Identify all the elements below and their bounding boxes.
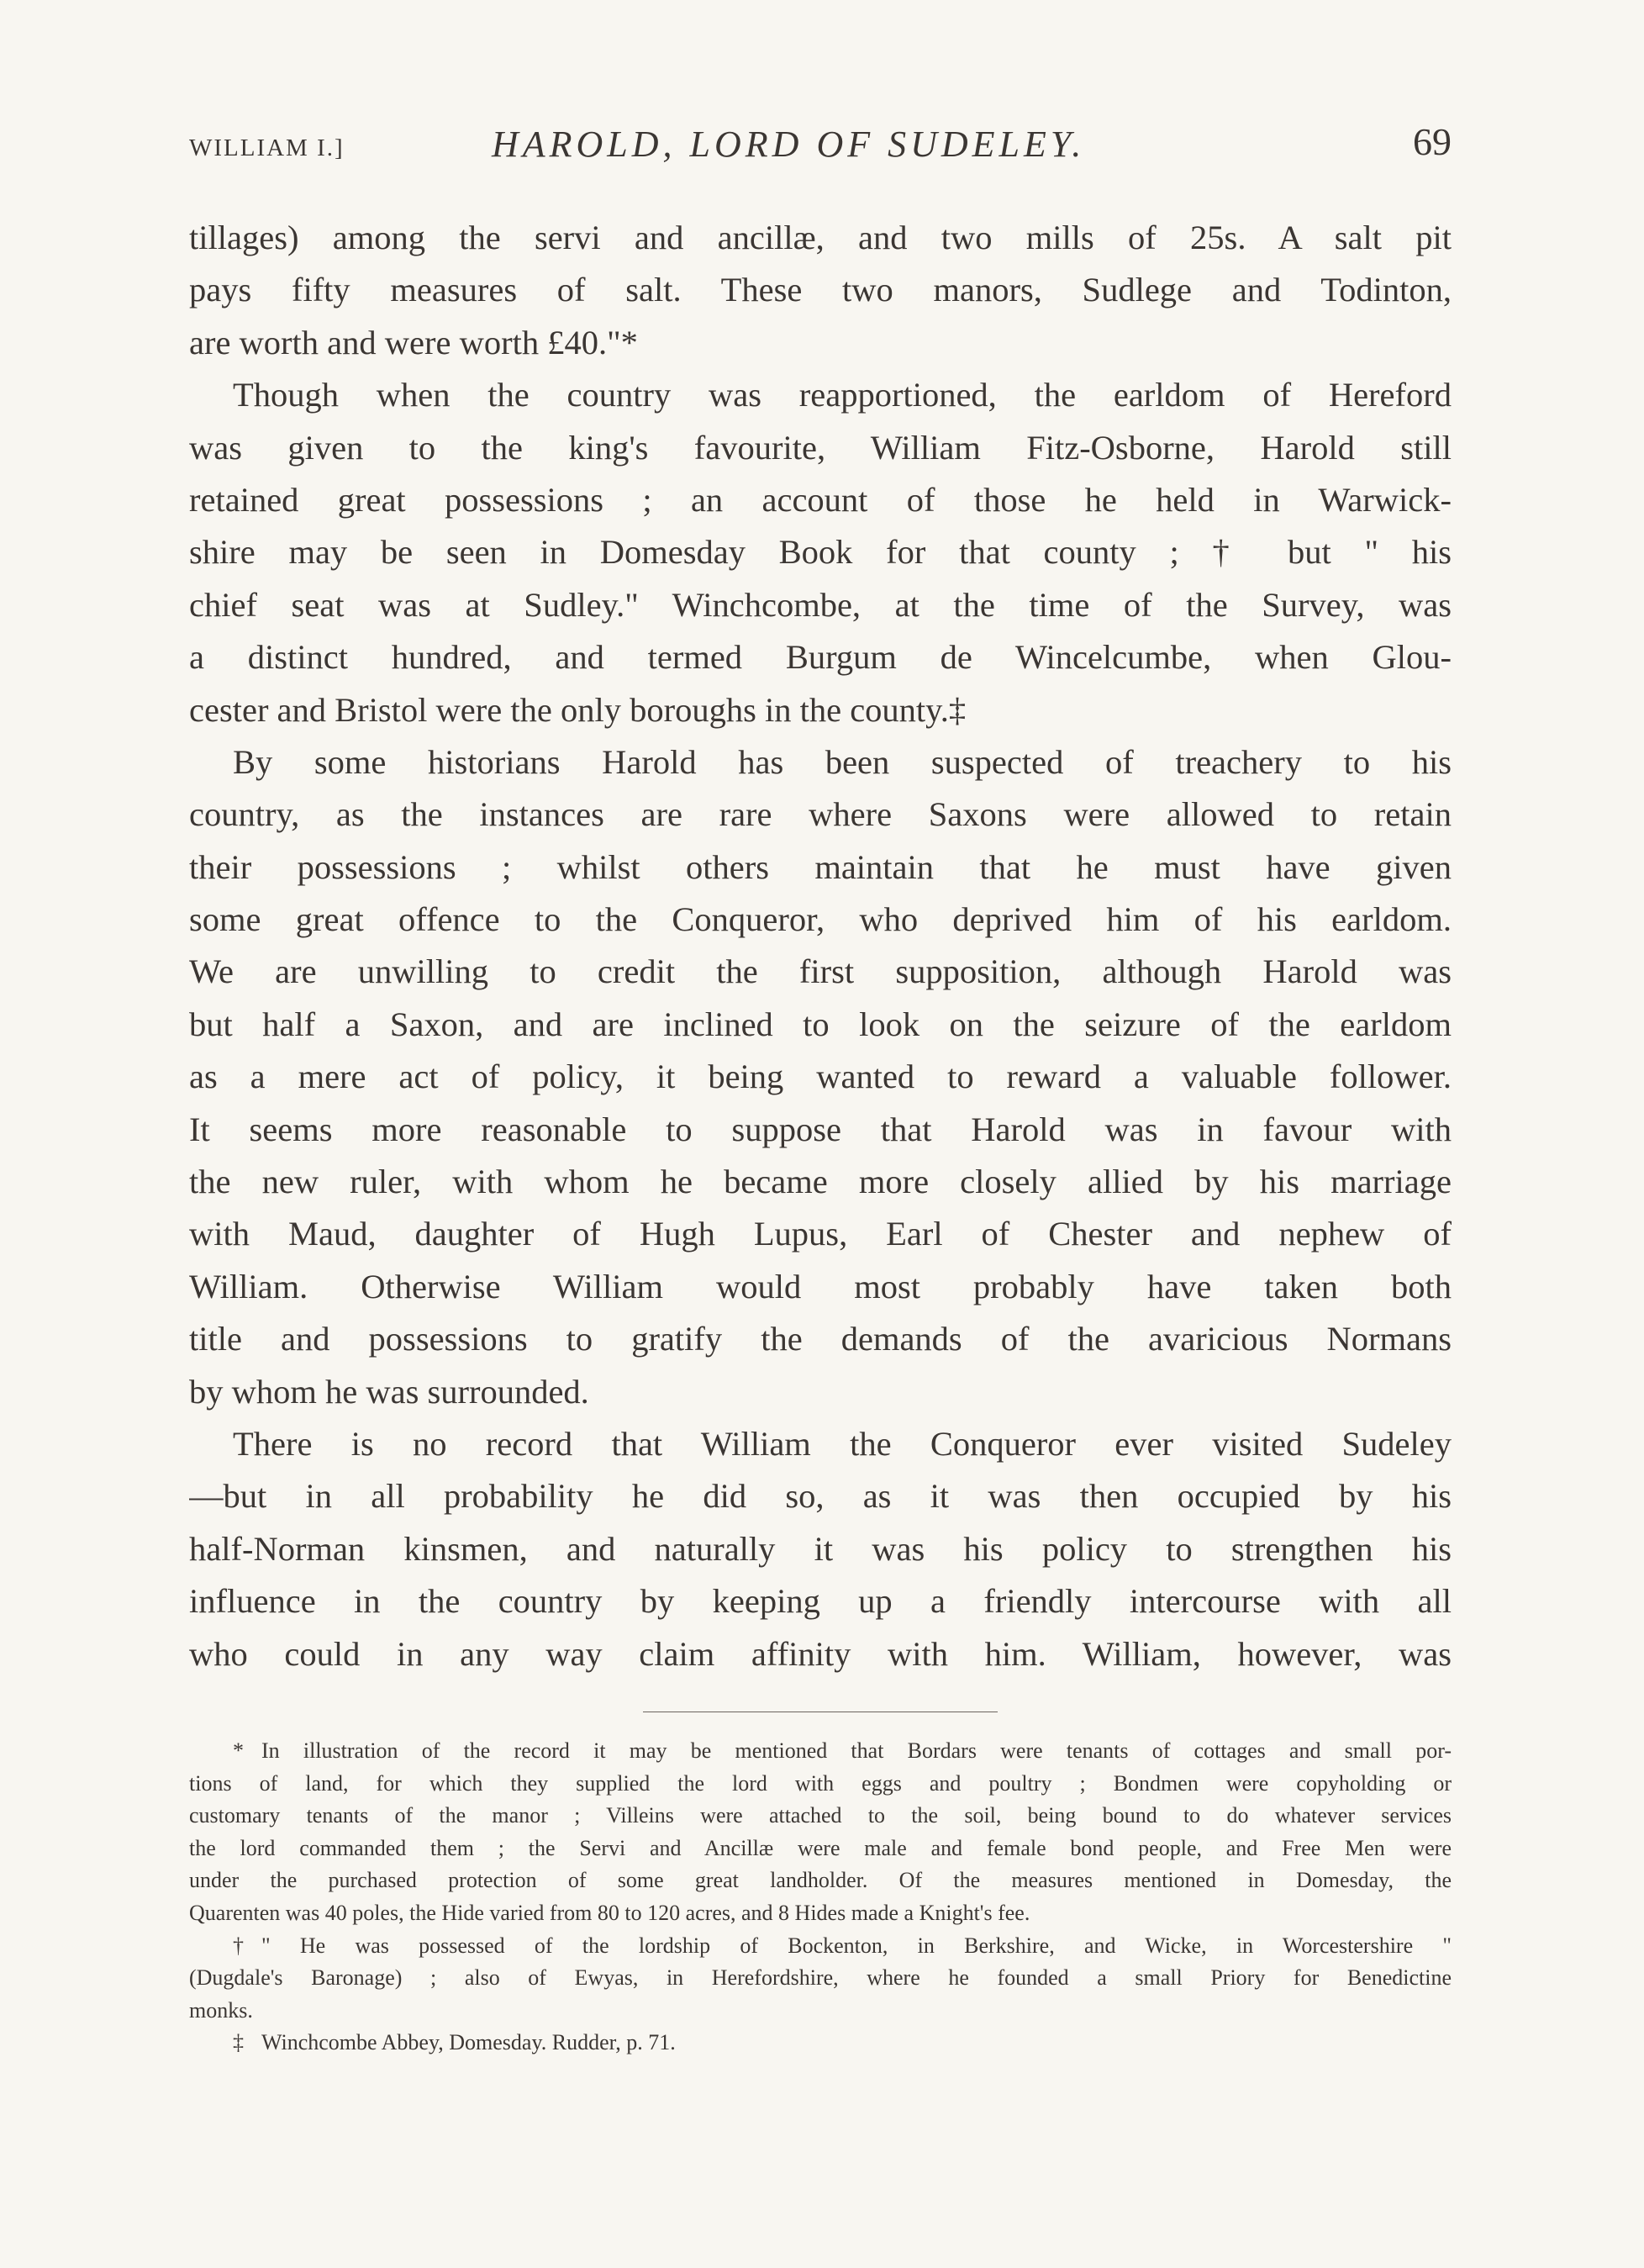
footnote-line xyxy=(189,1735,1452,1768)
body-line: By some historians Harold has been suspected of treachery to his xyxy=(233,742,1452,781)
body-line: shire may be seen in Domesday Book for that county ; † but " his xyxy=(189,533,1452,572)
body-line: the new ruler, with whom he became more closely allied by his marriage xyxy=(189,1163,1452,1201)
footnote-line: (Dugdale's Baronage) ; also of Ewyas, in Herefordshire, where he founded a small Priory for Benedictine xyxy=(189,1965,1452,1991)
footnote-line: the lord commanded them ; the Servi and Ancillæ were male and female bond people, and Free Men were xyxy=(189,1835,1452,1860)
body-line: There is no record that William the Conqueror ever visited Sudeley xyxy=(233,1424,1452,1463)
footnote-line: customary tenants of the manor ; Villeins were attached to the soil, being bound to do whatever services xyxy=(189,1803,1452,1828)
page-number: 69 xyxy=(1413,120,1452,163)
footnote-marker: † xyxy=(233,1933,244,1958)
footnote-text: In illustration of the record it may be mentioned that Bordars were tenants of cottages and small por- xyxy=(261,1738,1452,1763)
body-line: but half a Saxon, and are inclined to look on the seizure of the earldom xyxy=(189,1005,1452,1043)
body-line: It seems more reasonable to suppose that Harold was in favour with xyxy=(189,1110,1452,1148)
body-line: retained great possessions ; an account of those he held in Warwick- xyxy=(189,480,1452,519)
body-line: —but in all probability he did so, as it was then occupied by his xyxy=(189,1477,1452,1516)
body-line: with Maud, daughter of Hugh Lupus, Earl of Chester and nephew of xyxy=(189,1215,1452,1253)
footnote-line: under the purchased protection of some great landholder. Of the measures mentioned in Domesday, the xyxy=(189,1868,1452,1893)
body-line: influence in the country by keeping up a friendly intercourse with all xyxy=(189,1582,1452,1621)
body-line: who could in any way claim affinity with him. William, however, was xyxy=(189,1634,1452,1673)
body-line: title and possessions to gratify the demands of the avaricious Normans xyxy=(189,1320,1452,1358)
footnote-line xyxy=(189,2027,1452,2060)
body-line: Though when the country was reapportioned, the earldom of Hereford xyxy=(233,376,1452,414)
body-line: chief seat was at Sudley." Winchcombe, at the time of the Survey, was xyxy=(189,585,1452,624)
running-head-chapter: WILLIAM I.] xyxy=(189,134,345,161)
body-line: cester and Bristol were the only boroughs in the county.‡ xyxy=(189,690,967,729)
footnote-marker: * xyxy=(233,1738,244,1763)
footnote-line: monks. xyxy=(189,1997,253,2023)
body-line: William. Otherwise William would most probably have taken both xyxy=(189,1267,1452,1305)
footnote-line xyxy=(189,1930,1452,1963)
body-line: country, as the instances are rare where Saxons were allowed to retain xyxy=(189,795,1452,834)
footnotes xyxy=(189,1735,1452,2060)
body-line: half-Norman kinsmen, and naturally it was his policy to strengthen his xyxy=(189,1529,1452,1568)
body-line: a distinct hundred, and termed Burgum de Wincelcumbe, when Glou- xyxy=(189,638,1452,677)
footnote-line: tions of land, for which they supplied the lord with eggs and poultry ; Bondmen were copyholding or xyxy=(189,1770,1452,1796)
footnote-line: Quarenten was 40 poles, the Hide varied from 80 to 120 acres, and 8 Hides made a Knight's fee. xyxy=(189,1900,1030,1925)
body-line: pays fifty measures of salt. These two manors, Sudlege and Todinton, xyxy=(189,271,1452,309)
body-text xyxy=(189,212,1452,1680)
body-line: tillages) among the servi and ancillæ, and two mills of 25s. A salt pit xyxy=(189,219,1452,256)
running-head-title: HAROLD, LORD OF SUDELEY. xyxy=(492,124,1086,165)
footnote-text: Winchcombe Abbey, Domesday. Rudder, p. 71. xyxy=(261,2030,676,2055)
footnote-text: " He was possessed of the lordship of Bockenton, in Berkshire, and Wicke, in Worcestershire " xyxy=(261,1933,1452,1958)
body-line: was given to the king's favourite, William Fitz-Osborne, Harold still xyxy=(189,428,1452,467)
body-line: We are unwilling to credit the first supposition, although Harold was xyxy=(189,952,1452,991)
body-line: some great offence to the Conqueror, who deprived him of his earldom. xyxy=(189,900,1452,939)
body-line: are worth and were worth £40."* xyxy=(189,323,638,361)
body-line: their possessions ; whilst others maintain that he must have given xyxy=(189,847,1452,886)
footnote-marker: ‡ xyxy=(233,2030,244,2055)
body-line: by whom he was surrounded. xyxy=(189,1372,589,1411)
body-line: as a mere act of policy, it being wanted to reward a valuable follower. xyxy=(189,1058,1452,1096)
running-head xyxy=(189,116,1452,166)
